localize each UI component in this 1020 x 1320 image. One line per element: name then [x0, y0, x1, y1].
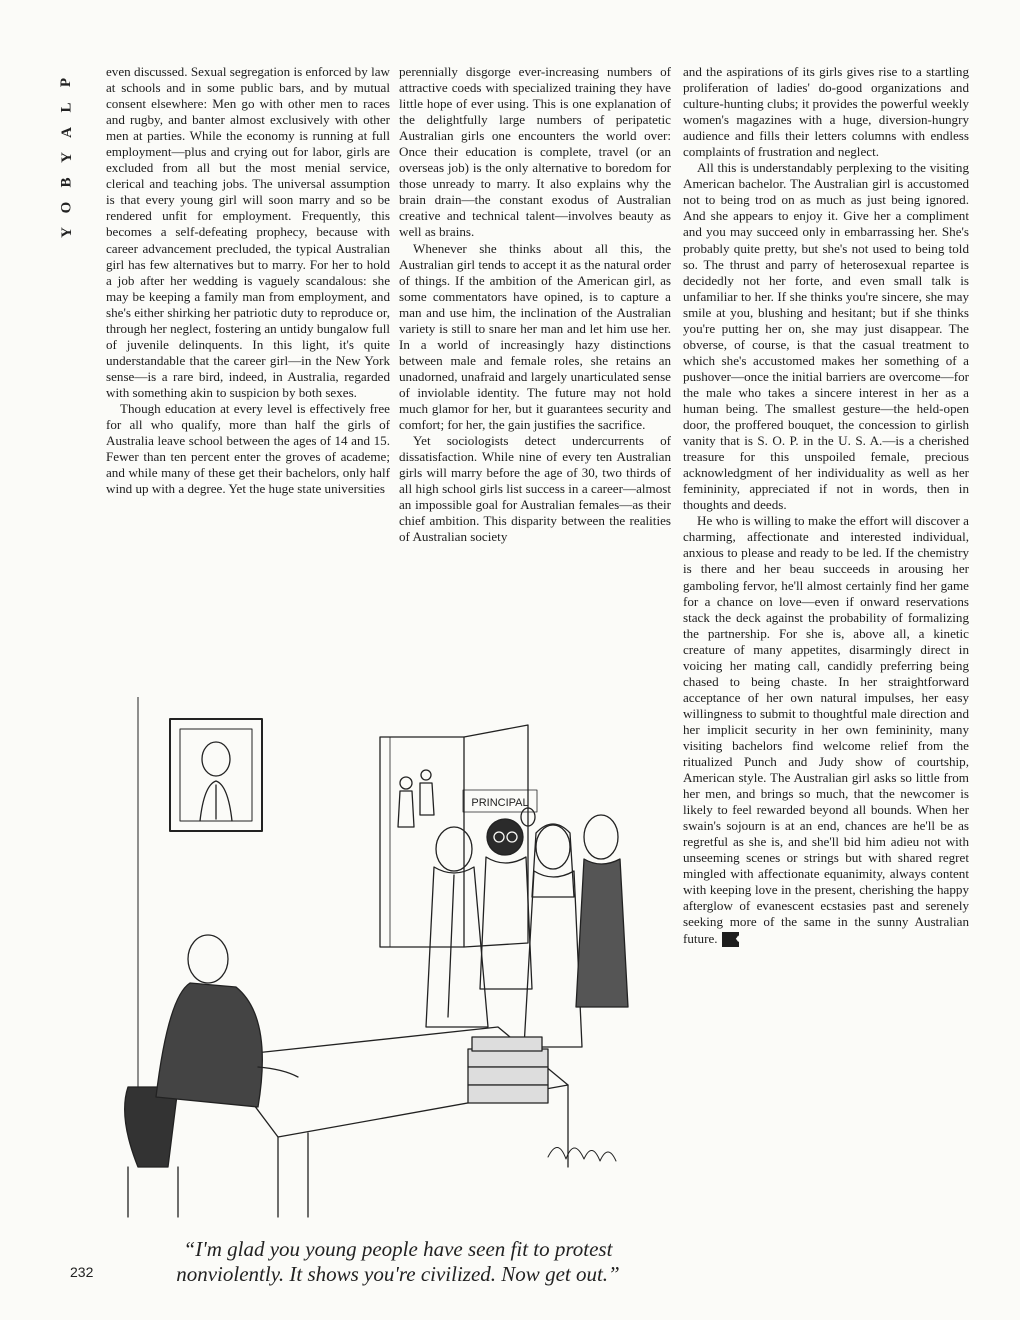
article-column-3	[683, 64, 969, 1274]
article-paragraph: even discussed. Sexual segregation is enforced by law at schools and in some public bars, and by mutual consent elsewhere: Men go with other men to races and rugby, and banter almost exclusively with other men at parties. While the economy is running at full employment—plus and crying out for labor, girls are excluded from all but the most menial service, clerical and teaching jobs. The universal assumption is that every young girl will soon marry and so be rendered unfit for employment. Frequently, this becomes a self-defeating prophecy, because with career advancement precluded, the typical Australian girl has few alternatives but to marry. For her to hold a job after her wedding is vaguely scandalous: she may be keeping a family man from employment, and she's either shirking her patriotic duty to reproduce or, through her neglect, fostering an untidy bungalow full of juvenile delinquents. In this light, it's quite understandable that the career girl—in the New York sense—is a rare bird, indeed, in Australia, regarded with something akin to suspicion by both sexes.	[106, 64, 390, 400]
article-paragraph: All this is understandably perplexing to the visiting American bachelor. The Australian girl is accustomed not to being trod on as much as just being ignored. And she appears to enjoy it. Give her a compliment and you may succeed only in embarrassing her. She's probably quite pretty, but she's not used to being told so. The thrust and parry of heterosexual repartee is decidedly not her forte, and even small talk is unfamiliar to her. If she thinks you're sincere, she may smile at you, blushing and hesitant; but if she thinks you're putting her on, she may just disappear. The obverse, of course, is that the casual treatment to which she's accustomed makes her something of a pushover—once the initial barriers are overcome—for the male who takes a sincere interest in her as a human being. The smallest gesture—the held-open door, the proffered bouquet, the concession to girlish vanity that is S. O. P. in the U. S. A.—is a cherished treasure for this unspoiled female, precious acknowledgment of her individuality as well as her femininity, appreciated if not in words, then in thoughts and deeds.	[683, 160, 969, 513]
masthead-letter: L	[58, 102, 75, 113]
article-paragraph: Whenever she thinks about all this, the Australian girl tends to accept it as the natural order of things. If the ambition of the American girl, as some commentators have opined, is to capture a man and use him, the inclination of the Australian variety is still to snare her man and let him use her. In a world of increasingly hazy distinctions between male and female roles, she retains an unadorned, unafraid and largely unarticulated sense of inviolable identity. The future may not hold much glamor for her, but it guarantees security and comfort; for her, the gain justifies the sacrifice.	[399, 240, 671, 433]
masthead-letter: Y	[58, 227, 75, 238]
article-paragraph: perennially disgorge ever-increasing numbers of attractive coeds with specialized training they have little hope of ever using. This is one explanation of the delightfully large numbers of peripatetic Australian girls one encounters the world over: Once their education is complete, travel (or an overseas job) is the only alternative to boredom for those unready to marry. It also explains why the brain drain—the constant exodus of Australian creative and technical talent—involves beauty as well as brains.	[399, 64, 671, 240]
article-paragraph: Though education at every level is effectively free for all who qualify, more than half the girls of Australia leave school between the ages of 14 and 15. Fewer than ten percent enter the groves of academe; and while many of these get their bachelors, only half wind up with a degree. Yet the huge state universities	[106, 400, 390, 497]
end-mark-icon: ♦	[722, 932, 739, 947]
page-number: 232	[70, 1264, 94, 1280]
masthead-letter: P	[58, 77, 75, 88]
article-paragraph: He who is willing to make the effort will discover a charming, affectionate and interested individual, anxious to please and ready to be led. If the chemistry is there and her beau succeeds in arousing her gamboling fervor, he'll almost certainly find her game for a chance on love—even if onward reservations stack the deck against the probability of formalizing the partnership. For she is, above all, a kinetic creature of many appetites, disarmingly direct in voicing her mating call, candidly preferring being chased to being chaste. In her straightforward acceptance of her own natural impulses, her easy willingness to submit to thoughtful male direction and her implicit security in her own femininity, many visiting bachelors find welcome relief from the ritualized Punch and Judy show of courtship, American style. The Australian girl asks so little from her men, and brings so much, that the newcomer is likely to feel rewarded beyond all bounds. When her swain's sojourn is at an end, chances are he'll be as regretful as she is, and she'll bid him adieu not with unseeming scenes or strings but with shared regret mingled with affectionate equanimity, always content with keeping love in the present, cherishing the happy afterglow of evanescent ecstasies past and serenely seeking more of the same in the sunny Australian future. ♦	[683, 513, 969, 946]
article-paragraph: Yet sociologists detect undercurrents of dissatisfaction. While nine of every ten Australian girls will marry before the age of 30, two thirds of all high school girls list success in a career—almost an impossible goal for Australian females—as their chief ambition. This disparity between the realities of Australian society	[399, 433, 671, 545]
article-paragraph: and the aspirations of its girls gives rise to a startling proliferation of ladies' do-good organizations and culture-hunting clubs; it provides the powerful weekly women's magazines with a huge, diversion-hungry audience and fills their letters columns with endless complaints of frustration and neglect.	[683, 64, 969, 160]
cartoon-caption: “I'm glad you young people have seen fit to protest nonviolently. It shows you're civilized. Now get out.”	[176, 1237, 620, 1286]
article-column-1	[106, 64, 390, 497]
principal-sign-text: PRINCIPAL	[471, 797, 529, 809]
article-column-2	[399, 64, 671, 545]
masthead-letter: Y	[58, 152, 75, 163]
masthead-letter: A	[58, 127, 75, 138]
masthead-letter: B	[58, 177, 75, 188]
masthead-logo	[56, 70, 78, 245]
cartoon-illustration	[108, 697, 668, 1232]
masthead-letter: O	[58, 201, 75, 214]
